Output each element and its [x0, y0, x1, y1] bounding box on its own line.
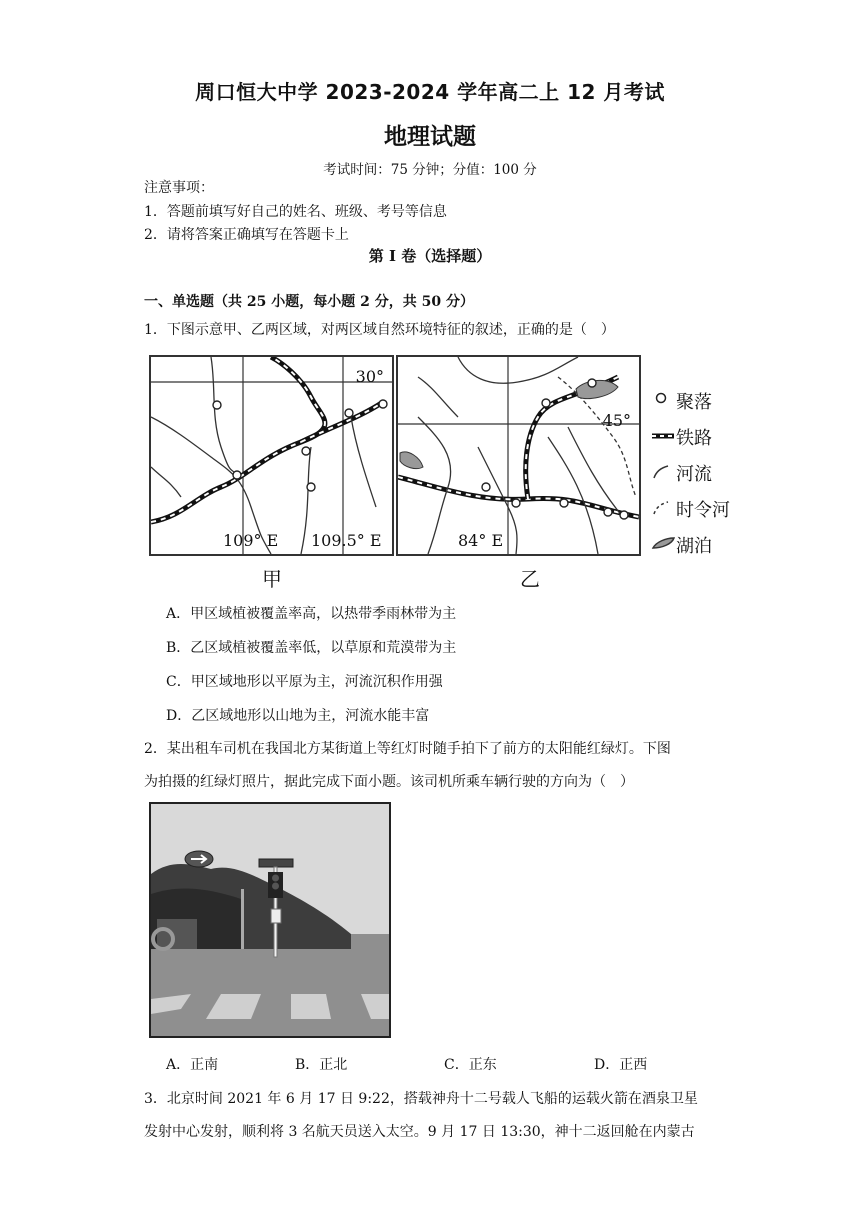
map-legend: [650, 386, 760, 556]
q2-stem-line1: 2．某出租车司机在我国北方某街道上等红灯时随手拍下了前方的太阳能红绿灯。下图: [144, 741, 671, 757]
map-jia-lat-label: 30°: [355, 367, 384, 386]
legend-settlement: 聚落: [676, 392, 712, 413]
map-yi-drawing: [398, 357, 639, 554]
q1-option-b: B．乙区域植被覆盖率低，以草原和荒漠带为主: [166, 640, 457, 656]
q2-option-a: A．正南: [166, 1057, 219, 1073]
notes-item-2: 2．请将答案正确填写在答题卡上: [144, 227, 349, 243]
legend-river: 河流: [676, 464, 712, 485]
notes-heading: 注意事项：: [144, 180, 214, 196]
map-yi: [396, 355, 641, 556]
map-yi-lat-label: 45°: [602, 411, 631, 430]
q1-option-d: D．乙区域地形以山地为主，河流水能丰富: [166, 708, 430, 724]
q1-option-a: A．甲区域植被覆盖率高，以热带季雨林带为主: [166, 606, 457, 622]
lake-symbol-icon: [653, 538, 674, 548]
q3-line2: 发射中心发射，顺利将 3 名航天员送入太空。9 月 17 日 13:30，神十二返回舱在内蒙古: [144, 1124, 695, 1140]
exam-title: 周口恒大中学 2023-2024 学年高二上 12 月考试: [195, 80, 665, 104]
legend-railway: 铁路: [676, 428, 712, 449]
traffic-light-photo-drawing: [151, 804, 389, 1036]
q2-stem-line2: 为拍摄的红绿灯照片，据此完成下面小题。该司机所乘车辆行驶的方向为（ ）: [144, 774, 634, 790]
map-jia-drawing: [151, 357, 392, 554]
subject-title: 地理试题: [384, 124, 476, 150]
q1-stem: 1．下图示意甲、乙两区域，对两区域自然环境特征的叙述，正确的是（ ）: [144, 322, 615, 338]
map-yi-lon1: 84° E: [458, 531, 504, 550]
map-jia-lon2: 109.5° E: [311, 531, 382, 550]
legend-seasonal-river: 时令河: [676, 500, 730, 521]
q2-option-c: C．正东: [444, 1057, 497, 1073]
traffic-light-photo: [149, 802, 391, 1038]
settlement-symbol-icon: [657, 394, 666, 403]
river-symbol-icon: [654, 466, 668, 478]
map-jia: [149, 355, 394, 556]
legend-lake: 湖泊: [676, 536, 712, 557]
part-title: 第 I 卷（选择题）: [368, 247, 492, 265]
q2-option-b: B．正北: [295, 1057, 348, 1073]
q2-option-d: D．正西: [594, 1057, 648, 1073]
exam-info: 考试时间：75 分钟；分值：100 分: [323, 162, 537, 178]
map-jia-caption: 甲: [262, 567, 282, 591]
notes-item-1: 1．答题前填写好自己的姓名、班级、考号等信息: [144, 204, 447, 220]
map-yi-caption: 乙: [520, 567, 540, 591]
q1-option-c: C．甲区域地形以平原为主，河流沉积作用强: [166, 674, 443, 690]
q3-line1: 3．北京时间 2021 年 6 月 17 日 9:22，搭载神舟十二号载人飞船的运载火箭在酒泉卫星: [144, 1091, 698, 1107]
section-title: 一、单选题（共 25 小题，每小题 2 分，共 50 分）: [144, 294, 474, 310]
map-jia-lon1: 109° E: [223, 531, 279, 550]
seasonal-river-symbol-icon: [654, 502, 668, 514]
